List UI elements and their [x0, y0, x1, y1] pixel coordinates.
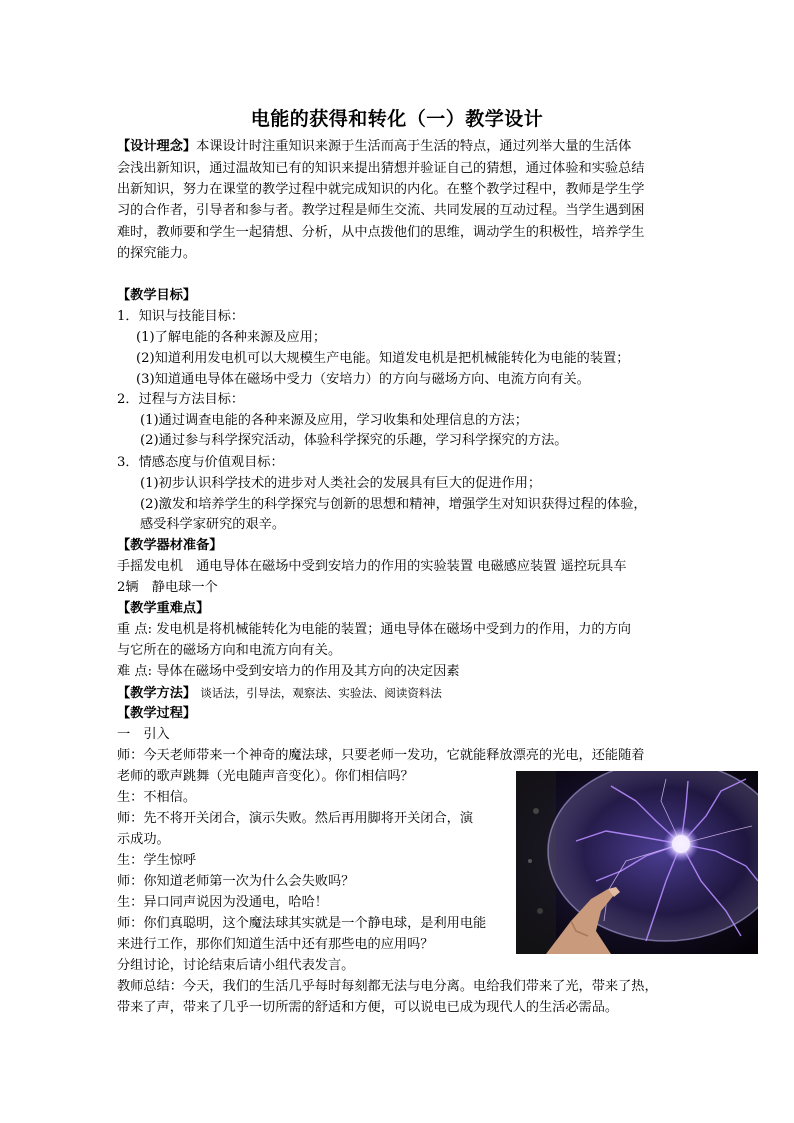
objectives-line: (2)通过参与科学探究活动，体验科学探究的乐趣，学习科学探究的方法。	[140, 433, 568, 448]
objectives-line: (1)通过调查电能的各种来源及应用，学习收集和处理信息的方法；	[140, 413, 528, 428]
process-heading: 【教学过程】	[117, 706, 197, 721]
plasma-ball-icon	[516, 771, 758, 954]
document-title: 电能的获得和转化（一）教学设计	[250, 108, 544, 130]
design-concept-heading: 【设计理念】	[117, 139, 197, 154]
design-concept-line-2: 会浅出新知识，通过温故知已有的知识来提出猜想并验证自己的猜想，通过体验和实验总结	[117, 161, 645, 176]
objectives-line: 1．知识与技能目标：	[117, 309, 245, 324]
equipment-line: 手摇发电机 通电导体在磁场中受到安培力的作用的实验装置 电磁感应装置 遥控玩具车	[117, 559, 627, 574]
process-line: 师：你们真聪明，这个魔法球其实就是一个静电球，是利用电能	[117, 916, 487, 931]
design-concept-line-4: 习的合作者，引导者和参与者。教学过程是师生交流、共同发展的互动过程。当学生遇到困	[117, 203, 645, 218]
process-line: 生：不相信。	[117, 790, 197, 805]
objectives-line: (3)知道通电导体在磁场中受力（安培力）的方向与磁场方向、电流方向有关。	[136, 372, 590, 387]
process-line: 师：今天老师带来一个神奇的魔法球，只要老师一发功，它就能释放漂亮的光电，还能随着	[117, 748, 645, 763]
process-line: 生：学生惊呼	[117, 853, 197, 868]
objectives-line: 2．过程与方法目标：	[117, 392, 245, 407]
process-line: 生：异口同声说因为没通电，哈哈！	[117, 895, 328, 910]
process-line: 教师总结：今天，我们的生活几乎每时每刻都无法与电分离。电给我们带来了光，带来了热，	[117, 979, 658, 994]
key-points-line: 难 点: 导体在磁场中受到安培力的作用及其方向的决定因素	[117, 664, 460, 679]
design-concept-line-3: 出新知识，努力在课堂的教学过程中就完成知识的内化。在整个教学过程中，教师是学生学	[117, 182, 645, 197]
methods-line	[117, 683, 442, 704]
methods-text: 谈话法，引导法，观察法、实验法、阅读资料法	[200, 686, 442, 700]
key-points-line: 重 点: 发电机是将机械能转化为电能的装置；通电导体在磁场中受到力的作用，力的方向	[117, 622, 631, 637]
objectives-line: (2)激发和培养学生的科学探究与创新的思想和精神，增强学生对知识获得过程的体验，	[140, 497, 647, 512]
process-line: 示成功。	[117, 832, 170, 847]
key-points-line: 与它所在的磁场方向和电流方向有关。	[117, 643, 342, 658]
process-line: 师：先不将开关闭合，演示失败。然后再用脚将开关闭合，演	[117, 811, 474, 826]
equipment-line: 2辆 静电球一个	[117, 580, 218, 595]
process-section-title: 一 引入	[117, 727, 170, 742]
process-line: 来进行工作，那你们知道生活中还有那些电的应用吗？	[117, 937, 434, 952]
process-line: 老师的歌声跳舞（光电随声音变化）。你们相信吗？	[117, 769, 414, 784]
key-points-heading: 【教学重难点】	[117, 601, 210, 616]
objectives-line: (1)初步认识科学技术的进步对人类社会的发展具有巨大的促进作用；	[140, 476, 542, 491]
objectives-line: 3．情感态度与价值观目标：	[117, 455, 284, 470]
process-line: 分组讨论，讨论结束后请小组代表发言。	[117, 958, 355, 973]
methods-heading: 【教学方法】	[117, 686, 197, 701]
equipment-heading: 【教学器材准备】	[117, 538, 223, 553]
design-concept-line-6: 的探究能力。	[117, 246, 197, 261]
objectives-line: (1)了解电能的各种来源及应用；	[136, 330, 327, 345]
objectives-line: 感受科学家研究的艰辛。	[140, 517, 286, 532]
process-line: 带来了声，带来了几乎一切所需的舒适和方便，可以说电已成为现代人的生活必需品。	[117, 1000, 619, 1015]
objectives-heading: 【教学目标】	[117, 288, 197, 303]
design-concept-line-1: 【设计理念】本课设计时注重知识来源于生活而高于生活的特点，通过列举大量的生活体	[117, 139, 632, 154]
design-concept-line-5: 难时，教师要和学生一起猜想、分析，从中点拨他们的思维，调动学生的积极性，培养学生	[117, 225, 645, 240]
plasma-ball-photo	[516, 771, 758, 954]
objectives-line: (2)知道利用发电机可以大规模生产电能。知道发电机是把机械能转化为电能的装置；	[136, 351, 630, 366]
process-line: 师：你知道老师第一次为什么会失败吗？	[117, 874, 355, 889]
